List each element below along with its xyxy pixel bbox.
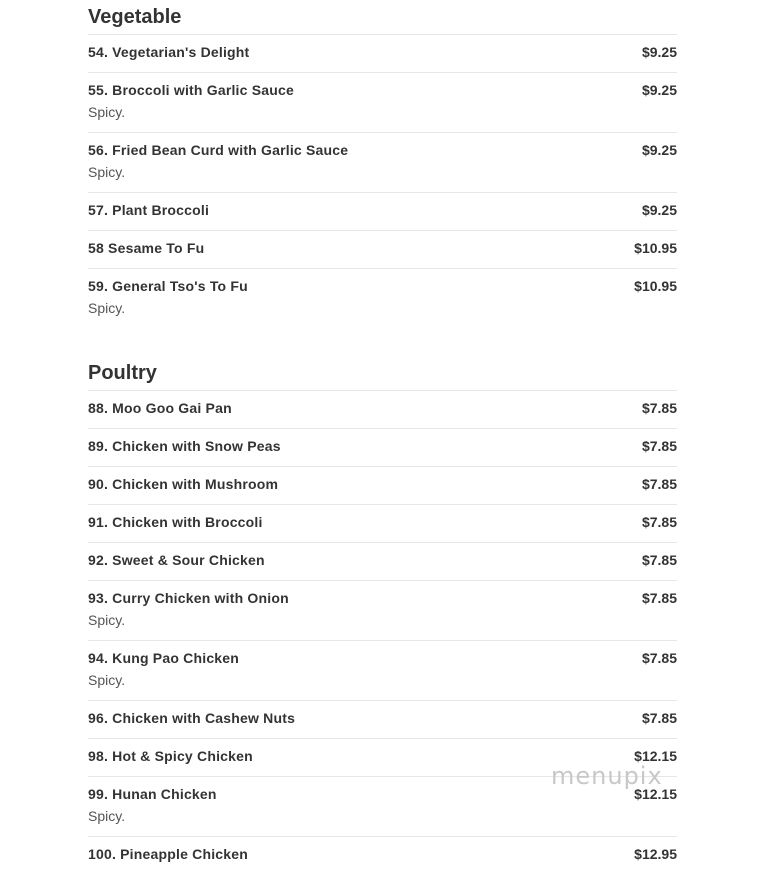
item-name: 100. Pineapple Chicken [88,846,249,862]
item-price: $9.25 [641,202,677,218]
item-note: Spicy. [88,300,126,316]
menu-item[interactable] [88,34,677,72]
menu-item[interactable] [88,504,677,542]
item-price: $7.85 [641,438,677,454]
menu-item[interactable] [88,836,677,874]
item-price: $7.85 [641,552,677,568]
menu-item[interactable] [88,268,677,328]
item-price: $9.25 [641,44,677,60]
item-name: 55. Broccoli with Garlic Sauce [88,82,294,98]
watermark-logo: menupix [551,762,663,790]
item-note: Spicy. [88,104,126,120]
item-note: Spicy. [88,808,126,824]
item-name: 99. Hunan Chicken [88,786,217,802]
menu-item[interactable] [88,738,677,776]
item-note: Spicy. [88,672,126,688]
item-price: $12.15 [634,748,677,764]
menu-item[interactable] [88,230,677,268]
item-price: $7.85 [641,476,677,492]
menu-container [88,0,677,874]
item-name: 96. Chicken with Cashew Nuts [88,710,296,726]
menu-item[interactable] [88,390,677,428]
item-name: 98. Hot & Spicy Chicken [88,748,253,764]
menu-item[interactable] [88,192,677,230]
menu-item[interactable] [88,542,677,580]
menu-item[interactable] [88,132,677,192]
menu-item[interactable] [88,700,677,738]
item-note: Spicy. [88,612,126,628]
item-price: $12.95 [634,846,677,862]
item-price: $7.85 [641,514,677,530]
item-name: 56. Fried Bean Curd with Garlic Sauce [88,142,349,158]
item-name: 59. General Tso's To Fu [88,278,248,294]
menu-item[interactable] [88,776,677,836]
item-name: 90. Chicken with Mushroom [88,476,279,492]
item-name: 54. Vegetarian's Delight [88,44,250,60]
section-vegetable [88,0,677,328]
item-price: $9.25 [641,82,677,98]
item-name: 57. Plant Broccoli [88,202,210,218]
item-note: Spicy. [88,164,126,180]
item-name: 93. Curry Chicken with Onion [88,590,289,606]
item-price: $7.85 [641,590,677,606]
item-price: $10.95 [634,278,677,294]
item-name: 94. Kung Pao Chicken [88,650,240,666]
item-name: 89. Chicken with Snow Peas [88,438,281,454]
menu-item[interactable] [88,72,677,132]
item-price: $10.95 [634,240,677,256]
section-title: Poultry [88,362,157,384]
menu-item[interactable] [88,640,677,700]
section-title: Vegetable [88,6,182,28]
menu-item[interactable] [88,466,677,504]
item-name: 92. Sweet & Sour Chicken [88,552,265,568]
section-poultry [88,356,677,874]
item-price: $7.85 [641,400,677,416]
item-price: $12.15 [634,786,677,802]
section-gap [88,328,677,356]
menu-item[interactable] [88,580,677,640]
item-name: 58 Sesame To Fu [88,240,205,256]
item-price: $7.85 [641,710,677,726]
item-name: 88. Moo Goo Gai Pan [88,400,232,416]
item-price: $7.85 [641,650,677,666]
menu-item[interactable] [88,428,677,466]
item-price: $9.25 [641,142,677,158]
item-name: 91. Chicken with Broccoli [88,514,263,530]
